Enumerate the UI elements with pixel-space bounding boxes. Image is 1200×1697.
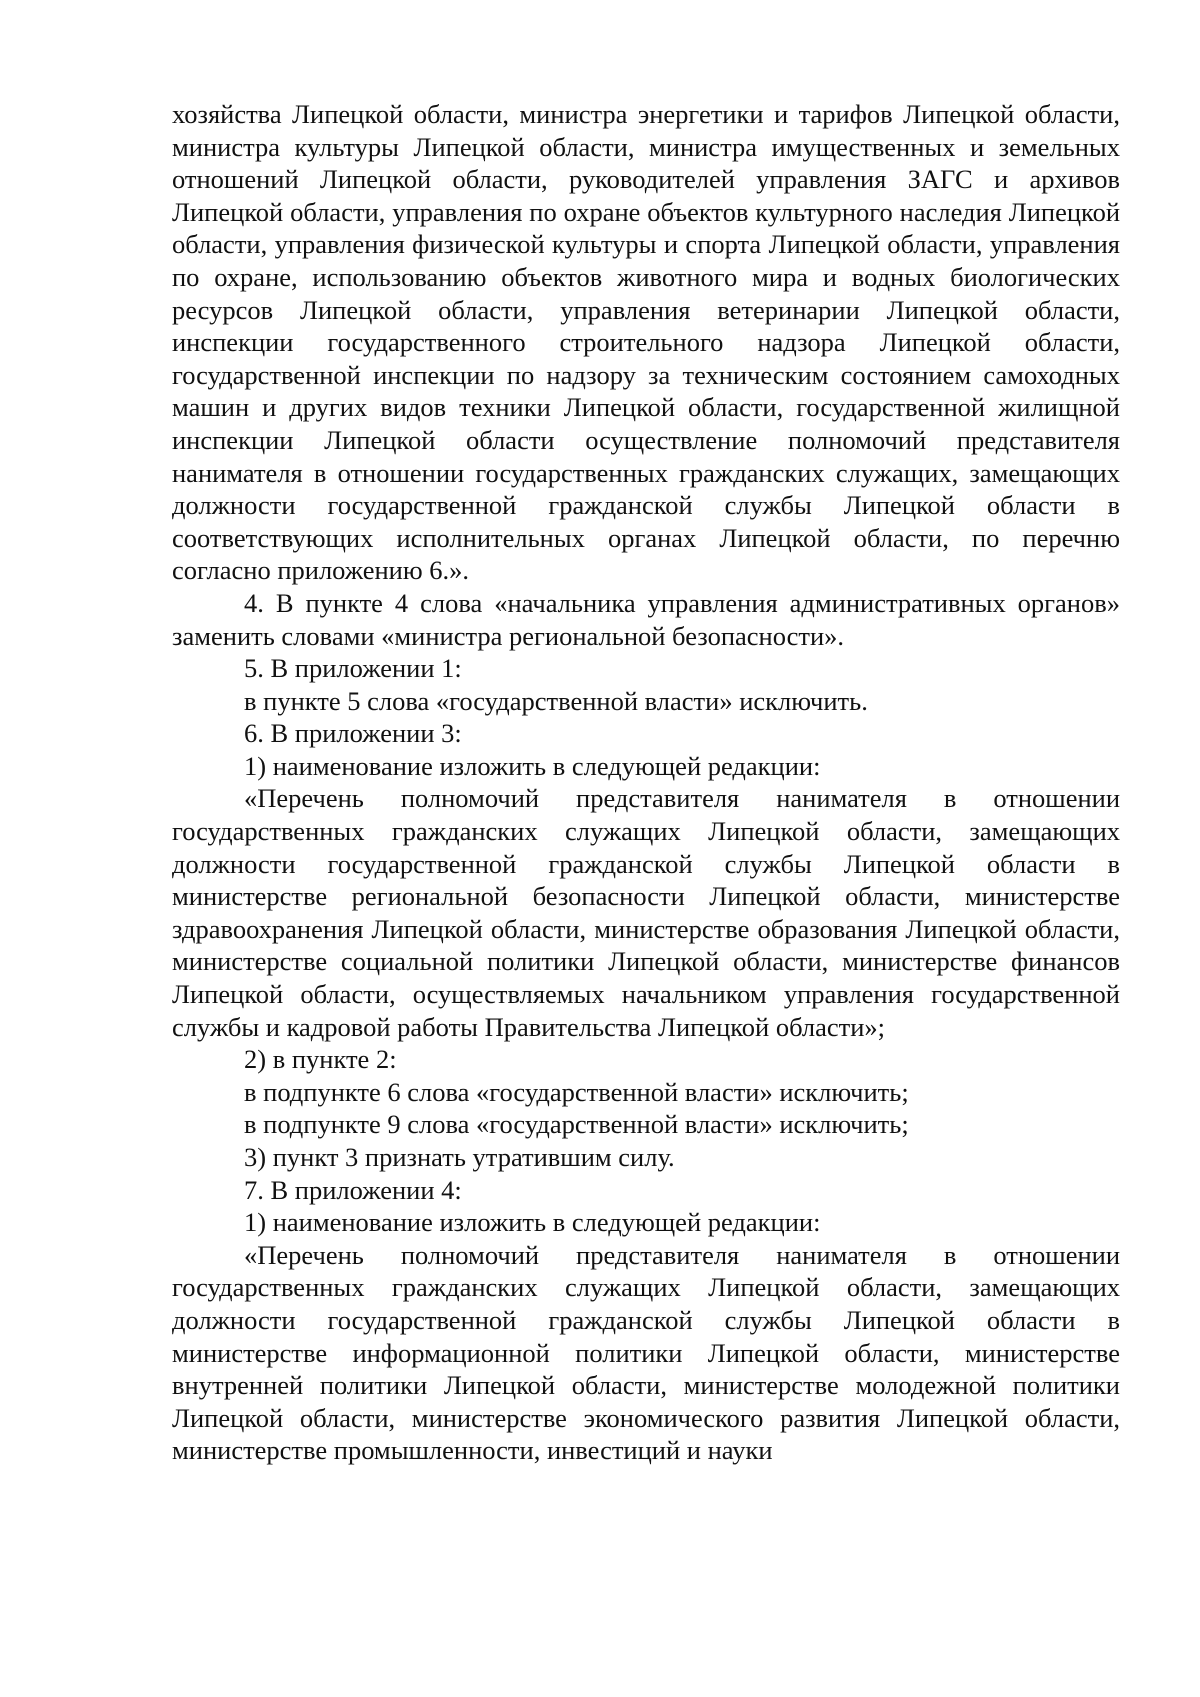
- paragraph-item-6-2-a: в подпункте 6 слова «государственной власти» исключить;: [244, 1076, 909, 1107]
- paragraph-item-5: 5. В приложении 1:: [244, 653, 462, 684]
- paragraph-item-7: 7. В приложении 4:: [244, 1174, 462, 1205]
- paragraph-item-6-3: 3) пункт 3 признать утратившим силу.: [244, 1142, 675, 1172]
- paragraph-item-6-1: 1) наименование изложить в следующей редакции:: [244, 750, 821, 781]
- document-page: [172, 98, 1120, 1467]
- paragraph-item-6-2-b: в подпункте 9 слова «государственной власти» исключить;: [244, 1109, 909, 1140]
- paragraph-item-6: 6. В приложении 3:: [244, 718, 462, 749]
- paragraph-item-7-1-text: «Перечень полномочий представителя нанимателя в отношении государственных гражданских служащих Липецкой области, замещающих должности государственной гражданской службы Липецкой области в министерстве информационной политики Липецкой области, министерстве внутренней политики Липецкой области, министерстве молодежной политики Липецкой области, министерстве экономического развития Липецкой области, министерстве промышленности, инвестиций и науки: [172, 1239, 1120, 1466]
- paragraph-continuation: хозяйства Липецкой области, министра энергетики и тарифов Липецкой области, министра культуры Липецкой области, министра имущественных и земельных отношений Липецкой области, руководителей управления ЗАГС и архивов Липецкой области, управления по охране объектов культурного наследия Липецкой области, управления физической культуры и спорта Липецкой области, управления по охране, использованию объектов животного мира и водных биологических ресурсов Липецкой области, управления ветеринарии Липецкой области, инспекции государственного строительного надзора Липецкой области, государственной инспекции по надзору за техническим состоянием самоходных машин и других видов техники Липецкой области, государственной жилищной инспекции Липецкой области осуществление полномочий представителя нанимателя в отношении государственных гражданских служащих, замещающих должности государственной гражданской службы Липецкой области в соответствующих исполнительных органах Липецкой области, по перечню согласно приложению 6.».: [172, 99, 1120, 586]
- paragraph-item-6-2: 2) в пункте 2:: [244, 1044, 397, 1075]
- paragraph-item-5-detail: в пункте 5 слова «государственной власти» исключить.: [244, 685, 868, 716]
- paragraph-item-6-1-text: «Перечень полномочий представителя нанимателя в отношении государственных гражданских служащих Липецкой области, замещающих должности государственной гражданской службы Липецкой области в министерстве региональной безопасности Липецкой области, министерстве здравоохранения Липецкой области, министерстве образования Липецкой области, министерстве социальной политики Липецкой области, министерстве финансов Липецкой области, осуществляемых начальником управления государственной службы и кадровой работы Правительства Липецкой области»;: [172, 783, 1120, 1042]
- paragraph-item-7-1: 1) наименование изложить в следующей редакции:: [244, 1207, 821, 1238]
- paragraph-item-4: 4. В пункте 4 слова «начальника управления административных органов» заменить словами «министра региональной безопасности».: [172, 587, 1120, 651]
